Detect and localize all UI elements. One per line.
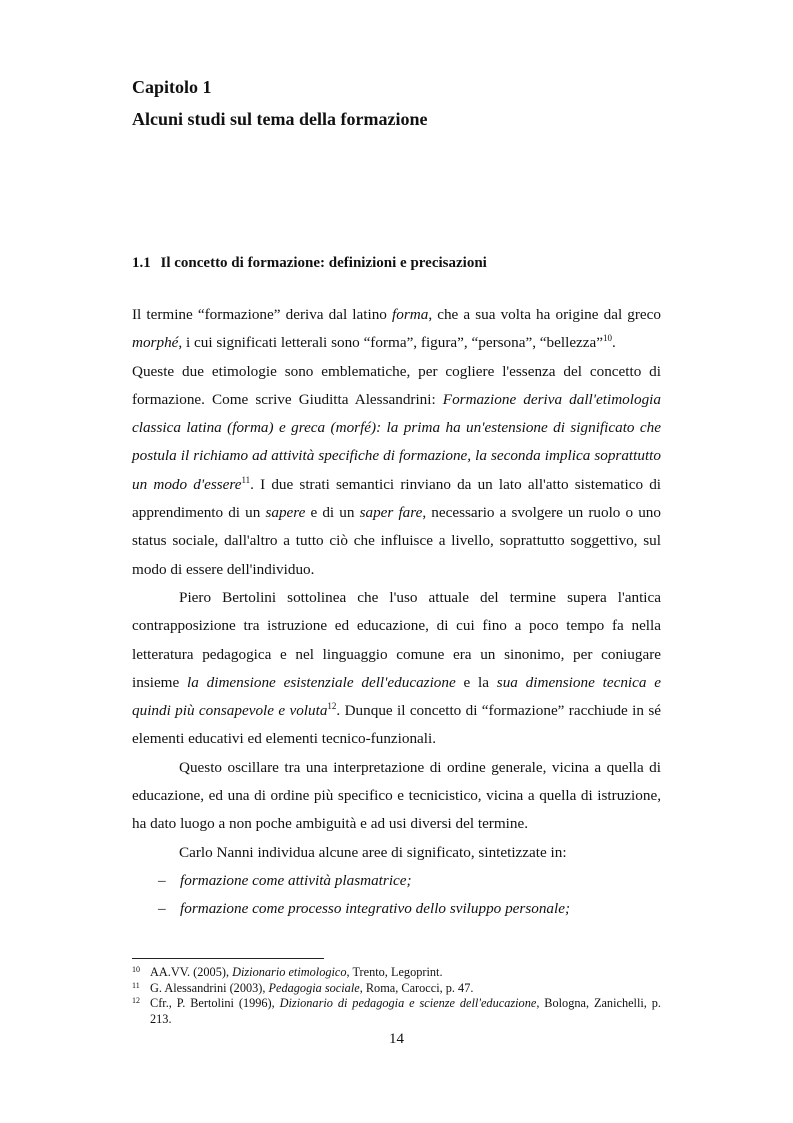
text-span: . I due strati semantici rinviano da un lato all'atto sistematico di apprendimento di un	[132, 475, 662, 522]
text-span: , Roma, Carocci, p. 47.	[359, 980, 474, 995]
footnote-ref: 11	[241, 474, 251, 485]
body-text	[132, 301, 661, 924]
footnote-number: 10	[132, 965, 140, 974]
paragraph-5: Carlo Nanni individua alcune aree di significato, sintetizzate in:	[179, 843, 567, 861]
italic-title: Pedagogia sociale	[268, 980, 360, 995]
list-item	[132, 895, 661, 923]
italic-quote: sua dimensione tecnica e quindi più consapevole e voluta	[132, 673, 661, 720]
italic-term: saper fare	[359, 504, 423, 522]
chapter-title: Alcuni studi sul tema della formazione	[132, 109, 428, 129]
list-item-text: formazione come processo integrativo dello sviluppo personale;	[180, 900, 571, 918]
italic-term: sapere	[265, 504, 306, 522]
footnote-number: 12	[132, 996, 140, 1006]
paragraph-4: Questo oscillare tra una interpretazione di ordine generale, vicina a quella di educazione, ed una di ordine più specifico e tecnicistico, vicina a quella di istruzione, ha dato luogo a non poche ambiguità e ad usi diversi del termine.	[132, 758, 661, 833]
section-heading	[132, 254, 487, 272]
dash-bullet: –	[158, 871, 166, 889]
text-span: , necessario a svolgere un ruolo o uno status sociale, dall'altro a tutto ciò che influisce a livello, soprattutto soggettivo, sul modo di essere dell'individuo.	[132, 504, 661, 578]
text-span: Queste due etimologie sono emblematiche, per cogliere l'essenza del concetto di formazione. Come scrive Giuditta Alessandrini:	[132, 362, 661, 408]
chapter-label: Capitolo 1	[132, 77, 212, 97]
text-span: .	[612, 334, 616, 352]
footnote-number: 11	[132, 980, 140, 990]
dash-bullet: –	[158, 900, 166, 918]
italic-quote: Formazione deriva dall'etimologia classica latina (forma) e greca (morfé): la prima ha un'estensione di significato che postula il richiamo ad attività specifiche di formazione, la seconda implica soprattutto un modo d'essere	[132, 390, 661, 493]
italic-quote: la dimensione esistenziale dell'educazione	[187, 673, 456, 691]
text-span: , i cui significati letterali sono “forma”, figura”, “persona”, “bellezza”	[178, 334, 604, 352]
italic-title: Dizionario etimologico	[232, 965, 347, 979]
text-span: Cfr., P. Bertolini (1996),	[150, 996, 280, 1011]
text-span: AA.VV. (2005),	[150, 965, 233, 979]
footnote-ref: 10	[603, 333, 613, 344]
text-span: . Dunque il concetto di “formazione” racchiude in sé elementi educativi ed elementi tecnico-funzionali.	[132, 702, 661, 748]
text-span: G. Alessandrini (2003),	[150, 980, 269, 995]
footnotes	[132, 965, 661, 1027]
page-number: 14	[389, 1031, 404, 1047]
text-span: , che a sua volta ha origine dal greco	[428, 306, 661, 323]
list-item-text: formazione come attività plasmatrice;	[180, 871, 412, 889]
section-title: Il concetto di formazione: definizioni e precisazioni	[160, 255, 487, 271]
italic-title: Dizionario di pedagogia e scienze dell'educazione	[279, 996, 537, 1011]
text-span: Il termine “formazione” deriva dal latino	[132, 306, 393, 323]
footnote	[132, 996, 661, 1027]
text-span: Piero Bertolini sottolinea che l'uso attuale del termine supera l'antica contrapposizione tra istruzione ed educazione, di cui fino a poco tempo fa nella letteratura pedagogica e nel linguaggio comune era un sinonimo, per coniugare insieme	[132, 588, 661, 691]
footnote-ref: 12	[327, 701, 337, 712]
text-span: , Trento, Legoprint.	[346, 965, 443, 979]
footnote-separator	[132, 958, 324, 959]
footnote	[132, 965, 661, 981]
footnote	[132, 981, 661, 997]
text-span: , Bologna, Zanichelli, p. 213.	[150, 996, 662, 1026]
text-span: e la	[455, 673, 497, 691]
paragraph-1	[132, 301, 661, 358]
text-span: e di un	[305, 504, 360, 522]
paragraph-3	[132, 584, 661, 754]
paragraph-2	[132, 358, 661, 584]
significance-list	[132, 867, 661, 924]
section-number: 1.1	[132, 255, 151, 271]
italic-term: morphé	[132, 334, 179, 352]
list-item	[132, 867, 661, 895]
italic-term: forma	[392, 306, 429, 323]
